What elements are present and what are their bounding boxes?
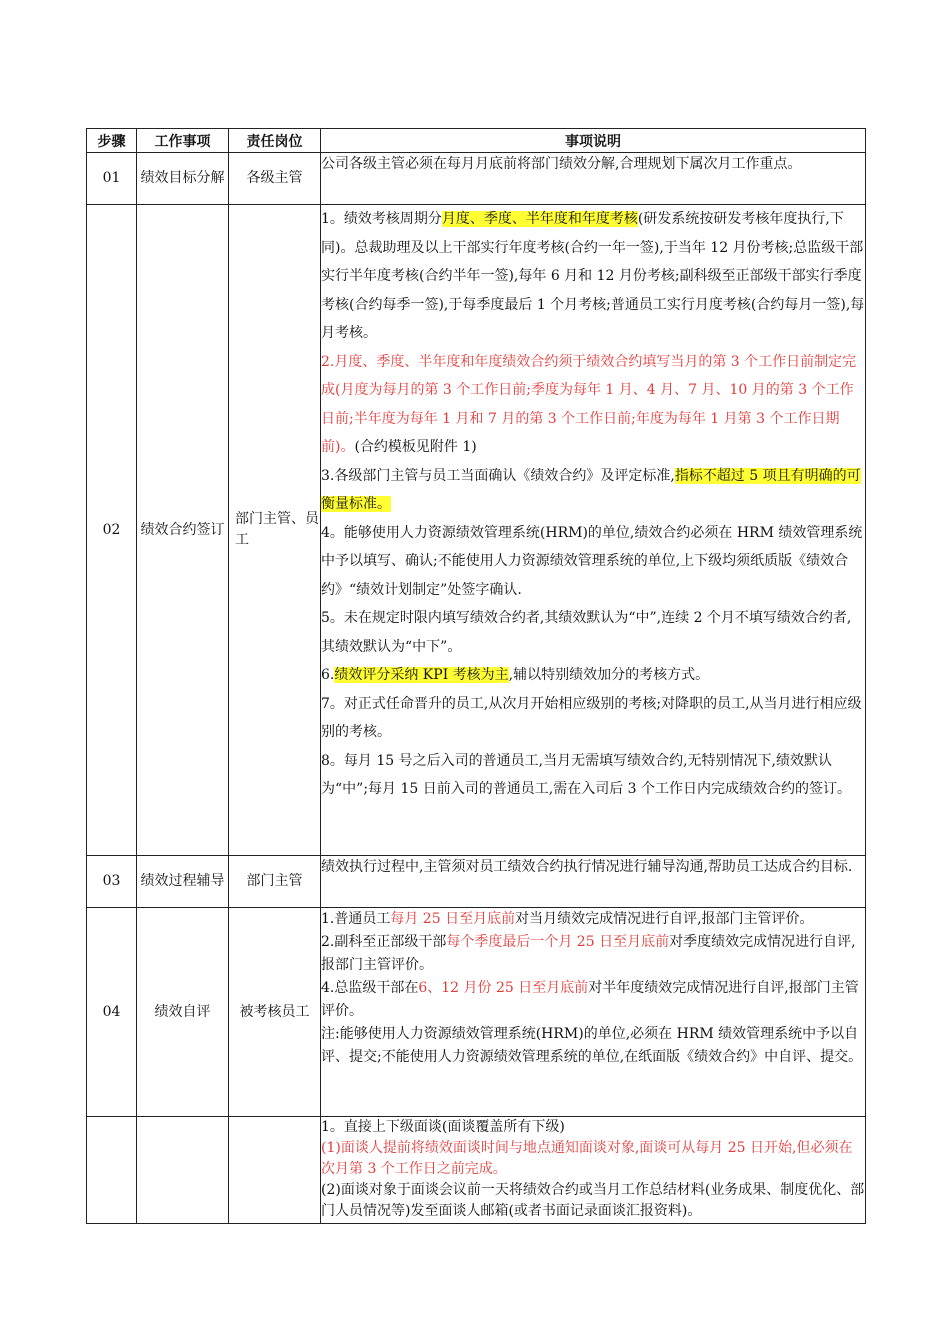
table-row (87, 205, 866, 856)
table-row (87, 1117, 866, 1224)
header-work-item: 工作事项 (137, 129, 229, 153)
text-span: 对当月绩效完成情况进行自评,报部门主管评价。 (515, 911, 814, 927)
description-paragraph: 5。未在规定时限内填写绩效合约者,其绩效默认为“中”,连续 2 个月不填写绩效合约者,其绩效默认为“中下”。 (321, 610, 852, 655)
description-paragraph (321, 348, 865, 462)
text-span: 对季度绩效完成情况进行自评,报部门主管评价。 (321, 934, 856, 973)
text-span: (合约模板见附件 1) (354, 439, 477, 455)
table-row (87, 908, 866, 1117)
table-row (87, 153, 866, 205)
description-paragraph (321, 931, 865, 977)
red-text: 每个季度最后一个月 25 日至月底前 (446, 934, 670, 950)
highlighted-text: 绩效评分采纳 KPI 考核为主 (334, 667, 509, 683)
text-span: 1。绩效考核周期分 (321, 211, 442, 227)
item-description (321, 205, 866, 856)
highlighted-text: 指标不超过 5 项且有明确的可衡量标准。 (321, 467, 861, 512)
description-paragraph (321, 977, 865, 1023)
item-description (321, 153, 866, 205)
responsible-role: 部门主管 (229, 856, 321, 908)
step-number: 03 (87, 856, 137, 908)
text-span: 4.总监级干部在 (321, 980, 419, 996)
description-note: 注:能够使用人力资源绩效管理系统(HRM)的单位,必须在 HRM 绩效管理系统中予以自评、提交;不能使用人力资源绩效管理系统的单位,在纸面版《绩效合约》中自评、提交。 (321, 1026, 863, 1065)
responsible-role: 部门主管、员工 (229, 205, 321, 856)
description-text: 绩效执行过程中,主管须对员工绩效合约执行情况进行辅导沟通,帮助员工达成合约目标. (321, 859, 853, 875)
work-item: 绩效自评 (137, 908, 229, 1117)
step-number: 04 (87, 908, 137, 1117)
header-responsible-role: 责任岗位 (229, 129, 321, 153)
red-text: 每月 25 日至月底前 (390, 911, 516, 927)
header-step: 步骤 (87, 129, 137, 153)
step-number: 02 (87, 205, 137, 856)
work-item: 绩效合约签订 (137, 205, 229, 856)
text-span: (研发系统按研发考核年度执行,下同)。总裁助理及以上干部实行年度考核(合约一年一签),于当年 12 月份考核;总监级干部实行半年度考核(合约半年一签),每年 6 月和 12 月份考核;副科级至正部级干部实行季度考核(合约每季一签),于每季度最后 1 个月考核;普通员工实行月度考核(合约每月一签),每月考核。 (321, 211, 865, 341)
red-text: 2.月度、季度、半年度和年度绩效合约须于绩效合约填写当月的第 3 个工作日前制定完成(月度为每月的第 3 个工作日前;季度为每年 1 月、4 月、7 月、10 月的第 3 个工作日前;半年度为每年 1 月和 7 月的第 3 个工作日前;年度为每年 1 月第 3 个工作日期前)。 (321, 353, 857, 455)
work-item (137, 1117, 229, 1224)
text-span: 3.各级部门主管与员工当面确认《绩效合约》及评定标准, (321, 467, 675, 484)
item-description (321, 1117, 866, 1224)
text-span: ,辅以特别绩效加分的考核方式。 (508, 667, 710, 683)
description-paragraph: 8。每月 15 号之后入司的普通员工,当月无需填写绩效合约,无特别情况下,绩效默认为“中”;每月 15 日前入司的普通员工,需在入司后 3 个工作日内完成绩效合约的签订。 (321, 752, 852, 797)
red-text: 6、12 月份 25 日至月底前 (418, 980, 589, 996)
step-number: 01 (87, 153, 137, 205)
description-paragraph: 4。能够使用人力资源绩效管理系统(HRM)的单位,绩效合约必须在 HRM 绩效管理系统中予以填写、确认;不能使用人力资源绩效管理系统的单位,上下级均须纸质版《绩效合约》“绩效计划制定”处签字确认. (321, 524, 863, 598)
text-span: 1.普通员工 (321, 911, 391, 927)
text-span: 对半年度绩效完成情况进行自评,报部门主管评价。 (321, 980, 859, 1019)
text-span: 6. (321, 667, 335, 683)
work-item: 绩效过程辅导 (137, 856, 229, 908)
performance-process-table (86, 128, 866, 1224)
description-paragraph: 7。对正式任命晋升的员工,从次月开始相应级别的考核;对降职的员工,从当月进行相应级别的考核。 (321, 695, 862, 740)
step-number (87, 1117, 137, 1224)
description-text: 公司各级主管必须在每月月底前将部门绩效分解,合理规划下属次月工作重点。 (321, 156, 802, 172)
responsible-role: 被考核员工 (229, 908, 321, 1117)
table-header-row (87, 129, 866, 153)
text-span: 2.副科至正部级干部 (321, 934, 447, 950)
item-description (321, 856, 866, 908)
responsible-role: 各级主管 (229, 153, 321, 205)
highlighted-text: 月度、季度、半年度和年度考核 (441, 211, 638, 227)
item-description (321, 908, 866, 1117)
description-paragraph (321, 661, 865, 690)
responsible-role (229, 1117, 321, 1224)
work-item: 绩效目标分解 (137, 153, 229, 205)
description-paragraph (321, 462, 865, 519)
description-paragraph: (2)面谈对象于面谈会议前一天将绩效合约或当月工作总结材料(业务成果、制度优化、部门人员情况等)发至面谈人邮箱(或者书面记录面谈汇报资料)。 (321, 1182, 865, 1219)
description-paragraph (321, 908, 865, 931)
header-description: 事项说明 (321, 129, 866, 153)
description-paragraph: 1。直接上下级面谈(面谈覆盖所有下级) (321, 1119, 565, 1135)
description-paragraph (321, 205, 865, 348)
table-row (87, 856, 866, 908)
description-wrapper (321, 1117, 865, 1223)
red-text: (1)面谈人提前将绩效面谈时间与地点通知面谈对象,面谈可从每月 25 日开始,但必须在次月第 3 个工作日之前完成。 (321, 1140, 853, 1177)
